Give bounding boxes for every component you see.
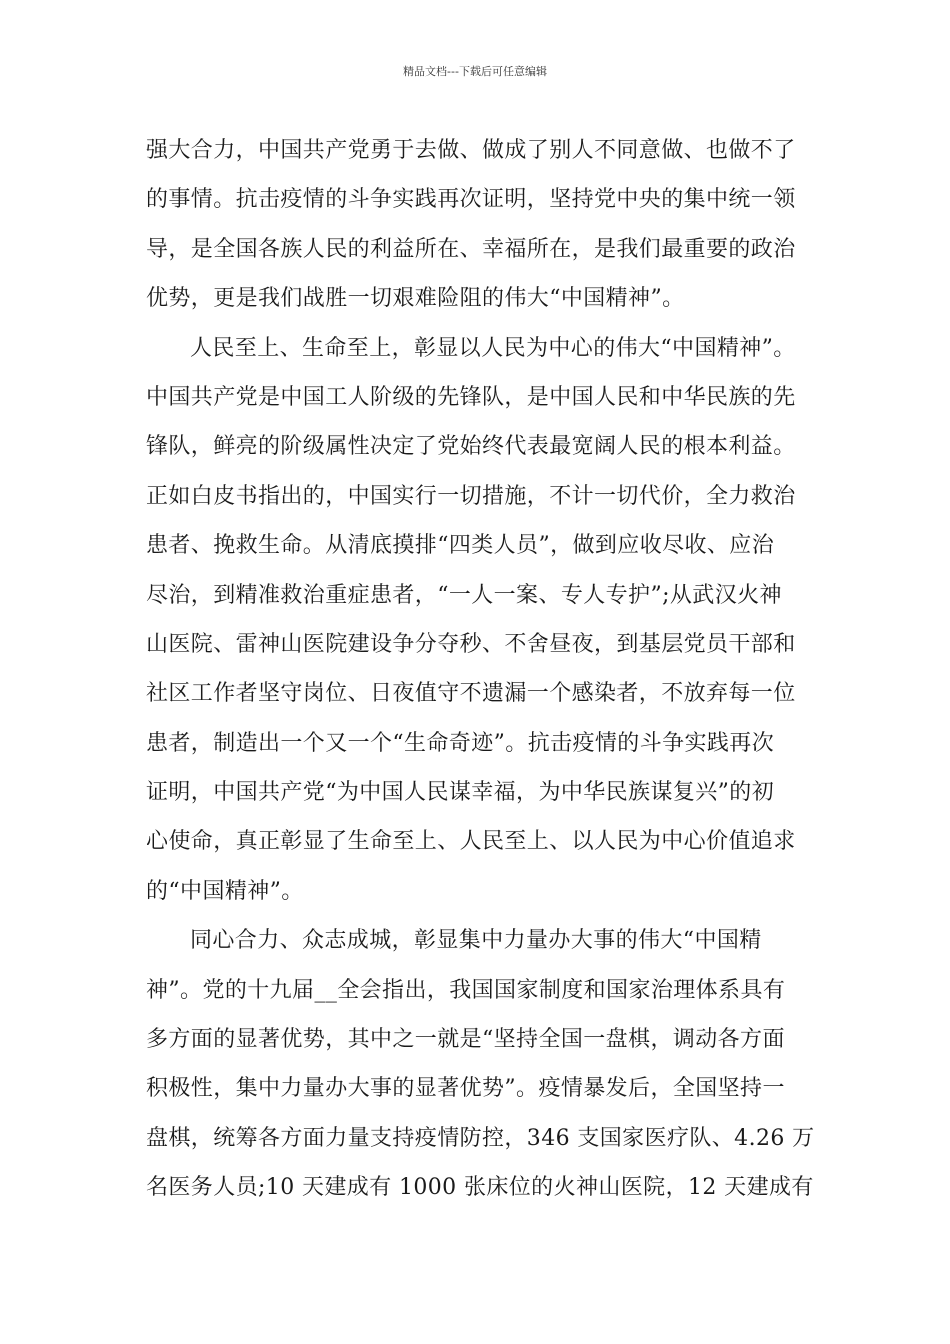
document-body <box>146 133 816 1220</box>
text-line: 的“中国精神”。 <box>146 878 304 904</box>
text-line: 患者，制造出一个又一个“生命奇迹”。抗击疫情的斗争实践再次 <box>146 730 775 756</box>
paragraph-first-line: 人民至上、生命至上，彰显以人民为中心的伟大“中国精神”。 <box>190 335 796 361</box>
text-line: 中国共产党是中国工人阶级的先锋队，是中国人民和中华民族的先 <box>146 384 796 410</box>
text-line: 导，是全国各族人民的利益所在、幸福所在，是我们最重要的政治 <box>146 236 796 262</box>
text-line: 山医院、雷神山医院建设争分夺秒、不舍昼夜，到基层党员干部和 <box>146 631 796 657</box>
text-line: 心使命，真正彰显了生命至上、人民至上、以人民为中心价值追求 <box>146 829 796 855</box>
text-line: 盘棋，统筹各方面力量支持疫情防控，346 支国家医疗队、4.26 万 <box>146 1125 815 1151</box>
text-line: 多方面的显著优势，其中之一就是“坚持全国一盘棋，调动各方面 <box>146 1027 785 1053</box>
page-header: 精品文档---下载后可任意编辑 <box>403 65 547 78</box>
text-line: 正如白皮书指出的，中国实行一切措施，不计一切代价，全力救治 <box>146 483 796 509</box>
text-line: 积极性，集中力量办大事的显著优势”。疫情暴发后，全国坚持一 <box>146 1076 785 1102</box>
text-line: 神”。党的十九届__全会指出，我国国家制度和国家治理体系具有 <box>146 977 786 1003</box>
text-line: 优势，更是我们战胜一切艰难险阻的伟大“中国精神”。 <box>146 286 685 312</box>
text-line: 患者、挽救生命。从清底摸排“四类人员”，做到应收尽收、应治 <box>146 533 775 559</box>
text-line: 的事情。抗击疫情的斗争实践再次证明，坚持党中央的集中统一领 <box>146 187 796 213</box>
text-line: 社区工作者坚守岗位、日夜值守不遗漏一个感染者，不放弃每一位 <box>146 681 796 707</box>
text-line: 锋队，鲜亮的阶级属性决定了党始终代表最宽阔人民的根本利益。 <box>146 434 796 460</box>
text-line: 尽治，到精准救治重症患者，“一人一案、专人专护”;从武汉火神 <box>146 582 782 608</box>
text-line: 强大合力，中国共产党勇于去做、做成了别人不同意做、也做不了 <box>146 138 796 163</box>
text-line: 名医务人员;10 天建成有 1000 张床位的火神山医院，12 天建成有 <box>146 1175 814 1201</box>
text-line: 证明，中国共产党“为中国人民谋幸福，为中华民族谋复兴”的初 <box>146 780 775 806</box>
paragraph-first-line: 同心合力、众志成城，彰显集中力量办大事的伟大“中国精 <box>190 928 762 954</box>
